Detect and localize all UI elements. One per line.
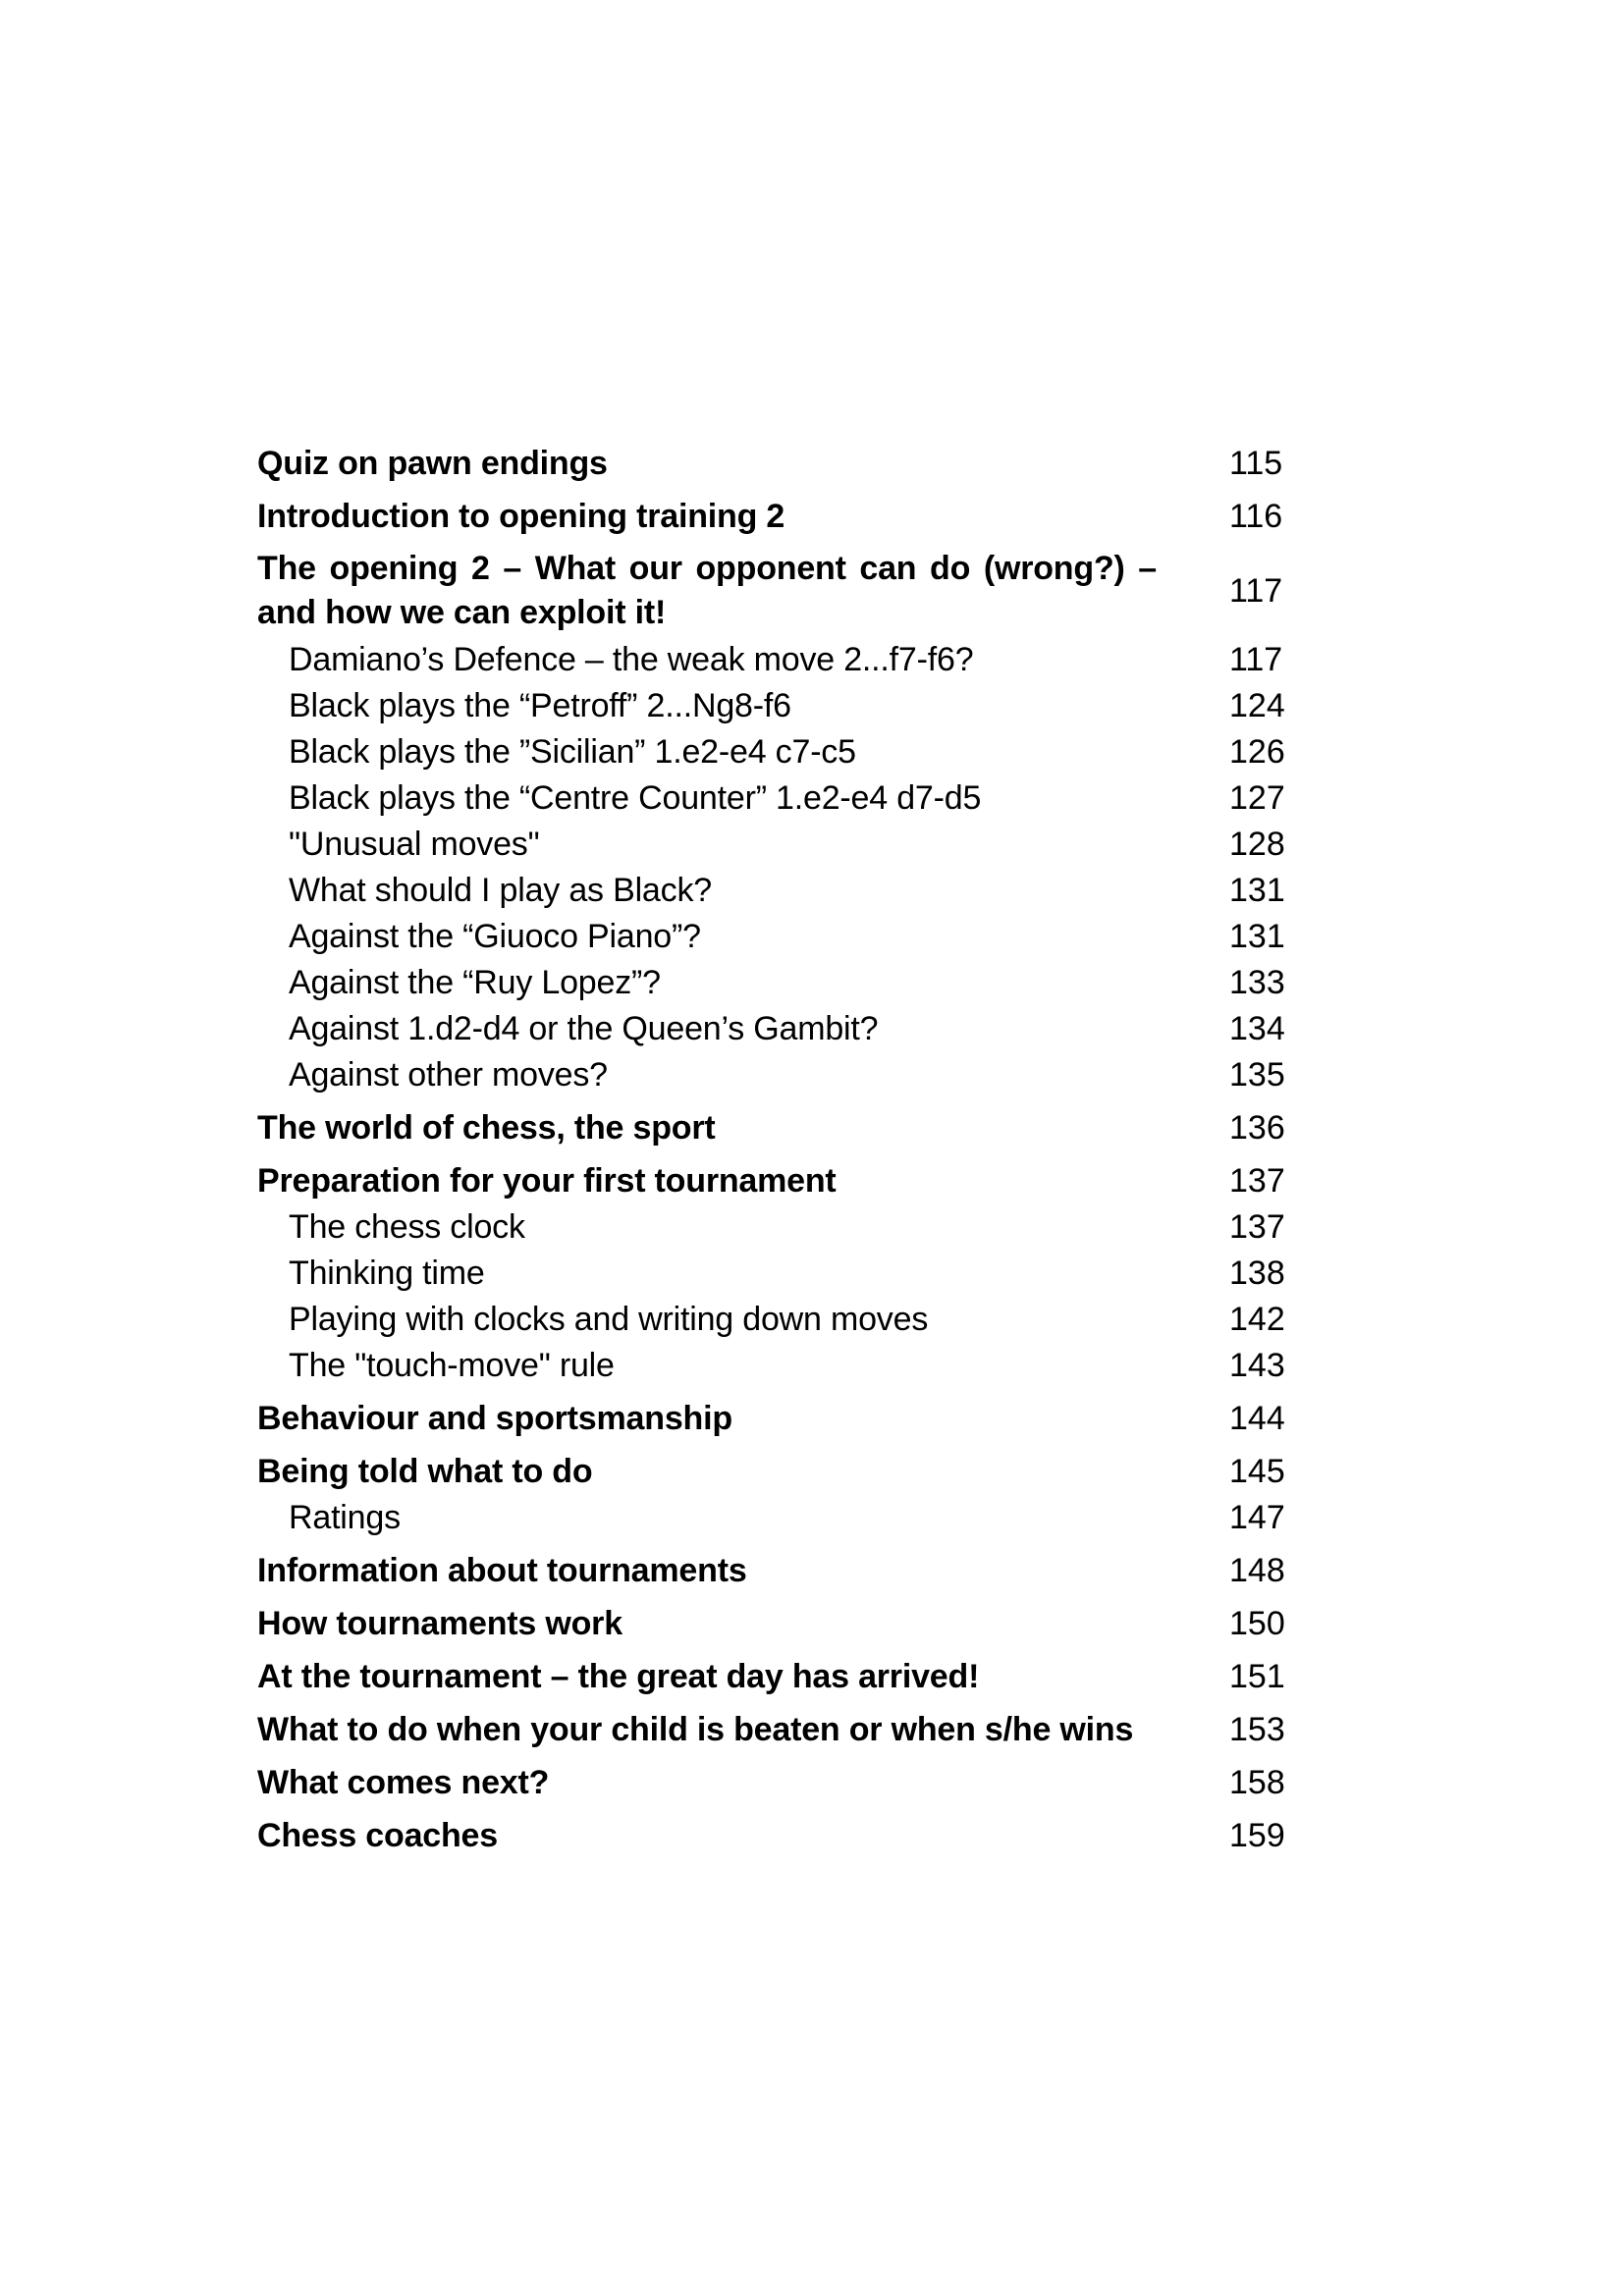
toc-entry-page-number: 131 — [1229, 872, 1285, 909]
toc-entry-page-number: 144 — [1229, 1400, 1285, 1437]
toc-entry-page-number: 138 — [1229, 1255, 1285, 1292]
toc-entry-page-number: 137 — [1229, 1162, 1285, 1200]
toc-entry-page-number: 148 — [1229, 1552, 1285, 1589]
toc-entry-label: Information about tournaments — [257, 1552, 747, 1589]
toc-entry-label: Introduction to opening training 2 — [257, 498, 785, 535]
toc-entry-label-line2: and how we can exploit it! — [257, 594, 667, 631]
toc-entry — [257, 494, 1357, 540]
toc-entry — [257, 1813, 1357, 1859]
toc-entry-page-number: 153 — [1229, 1711, 1285, 1748]
toc-entry-page-number: 115 — [1229, 445, 1283, 482]
toc-entry — [257, 441, 1357, 487]
toc-entry — [257, 1601, 1357, 1647]
toc-entry — [257, 1204, 1357, 1251]
toc-entry — [257, 1707, 1357, 1753]
toc-entry-page-number: 142 — [1229, 1301, 1285, 1338]
toc-entry — [257, 1449, 1357, 1495]
toc-entry — [257, 1396, 1357, 1442]
toc-entry — [257, 729, 1357, 775]
toc-entry-label: Playing with clocks and writing down moves — [289, 1301, 929, 1338]
toc-entry-page-number: 158 — [1229, 1764, 1285, 1801]
toc-entry — [257, 1105, 1357, 1151]
toc-entry-label: Black plays the “Petroff” 2...Ng8-f6 — [289, 687, 791, 724]
toc-entry-label: What to do when your child is beaten or when s/he wins — [257, 1711, 1134, 1748]
toc-entry-label — [257, 547, 1229, 635]
toc-entry — [257, 683, 1357, 729]
toc-entry-label: Black plays the ”Sicilian” 1.e2-e4 c7-c5 — [289, 733, 856, 771]
toc-entry-label: Against the “Ruy Lopez”? — [289, 964, 661, 1001]
toc-entry-label: Against 1.d2-d4 or the Queen’s Gambit? — [289, 1010, 879, 1047]
toc-entry-label: Against other moves? — [289, 1056, 608, 1094]
toc-entry — [257, 1052, 1357, 1098]
toc-entry-label: Black plays the “Centre Counter” 1.e2-e4 d7-d5 — [289, 779, 982, 817]
toc-entry-label: Chess coaches — [257, 1817, 498, 1854]
toc-entry-page-number: 151 — [1229, 1658, 1285, 1695]
toc-entry — [257, 547, 1357, 635]
toc-entry-label: The world of chess, the sport — [257, 1109, 716, 1147]
toc-entry-label: The chess clock — [289, 1208, 525, 1246]
toc-entry-page-number: 143 — [1229, 1347, 1285, 1384]
toc-entry-page-number: 117 — [1229, 641, 1283, 678]
toc-entry — [257, 1297, 1357, 1343]
toc-entry — [257, 1654, 1357, 1700]
toc-entry — [257, 1251, 1357, 1297]
toc-entry-label: At the tournament – the great day has arrived! — [257, 1658, 980, 1695]
toc-entry-label: The "touch-move" rule — [289, 1347, 615, 1384]
toc-entry-label: Being told what to do — [257, 1453, 593, 1490]
toc-entry — [257, 960, 1357, 1006]
toc-entry-label: Quiz on pawn endings — [257, 445, 608, 482]
toc-entry-label-line1: The opening 2 – What our opponent can do (wrong?) – — [257, 550, 1157, 587]
toc-entry-label: How tournaments work — [257, 1605, 622, 1642]
toc-list — [257, 434, 1357, 1859]
toc-entry-page-number: 137 — [1229, 1208, 1285, 1246]
toc-entry-label: Thinking time — [289, 1255, 485, 1292]
toc-entry-label: "Unusual moves" — [289, 826, 540, 863]
toc-entry — [257, 1158, 1357, 1204]
toc-entry-page-number: 128 — [1229, 826, 1285, 863]
toc-entry-page-number: 131 — [1229, 918, 1285, 955]
toc-entry — [257, 822, 1357, 868]
toc-entry-page-number: 147 — [1229, 1499, 1285, 1536]
toc-entry-page-number: 126 — [1229, 733, 1285, 771]
toc-entry — [257, 637, 1357, 683]
toc-entry-label: Damiano’s Defence – the weak move 2...f7-f6? — [289, 641, 974, 678]
toc-entry-page-number: 127 — [1229, 779, 1285, 817]
toc-entry — [257, 914, 1357, 960]
toc-entry-page-number: 117 — [1229, 571, 1283, 610]
toc-entry-page-number: 116 — [1229, 498, 1283, 535]
toc-entry-page-number: 135 — [1229, 1056, 1285, 1094]
toc-entry-page-number: 150 — [1229, 1605, 1285, 1642]
toc-entry — [257, 868, 1357, 914]
toc-entry — [257, 1343, 1357, 1389]
toc-entry — [257, 1760, 1357, 1806]
toc-entry — [257, 775, 1357, 822]
toc-entry-page-number: 124 — [1229, 687, 1285, 724]
toc-entry-label: What comes next? — [257, 1764, 550, 1801]
toc-entry-page-number: 134 — [1229, 1010, 1285, 1047]
toc-entry-label: Preparation for your first tournament — [257, 1162, 837, 1200]
toc-entry-page-number: 159 — [1229, 1817, 1285, 1854]
toc-entry — [257, 1548, 1357, 1594]
toc-entry-page-number: 145 — [1229, 1453, 1285, 1490]
toc-entry-label: What should I play as Black? — [289, 872, 712, 909]
toc-entry — [257, 1495, 1357, 1541]
toc-entry-page-number: 133 — [1229, 964, 1285, 1001]
toc-entry-label: Ratings — [289, 1499, 401, 1536]
toc-entry — [257, 1006, 1357, 1052]
toc-entry-page-number: 136 — [1229, 1109, 1285, 1147]
toc-entry-label: Behaviour and sportsmanship — [257, 1400, 732, 1437]
toc-entry-label: Against the “Giuoco Piano”? — [289, 918, 701, 955]
